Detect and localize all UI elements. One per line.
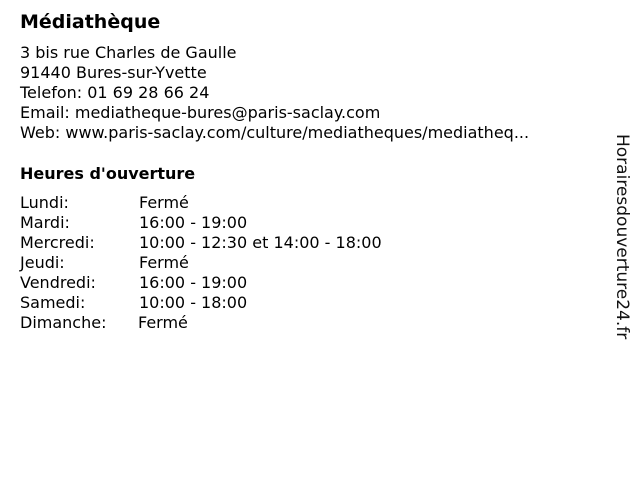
day-label: Jeudi: (20, 253, 65, 272)
day-label: Mardi: (20, 213, 70, 232)
hours-heading: Heures d'ouverture (20, 164, 196, 183)
email-line: Email: mediatheque-bures@paris-saclay.com (20, 103, 381, 122)
web-line: Web: www.paris-saclay.com/culture/mediatheques/mediatheq... (20, 123, 530, 142)
page-title: Médiathèque (20, 11, 161, 33)
day-label: Mercredi: (20, 233, 95, 252)
day-hours: 16:00 - 19:00 (139, 213, 248, 232)
address-city: 91440 Bures-sur-Yvette (20, 63, 207, 82)
day-hours: Fermé (139, 253, 189, 272)
day-label: Lundi: (20, 193, 69, 212)
day-hours: Fermé (138, 313, 188, 332)
address-block (20, 43, 529, 143)
day-label: Vendredi: (20, 273, 96, 292)
day-hours: Fermé (139, 193, 189, 212)
day-label: Samedi: (20, 293, 86, 312)
site-watermark: Horairesdouverture24.fr (612, 134, 632, 340)
phone-line: Telefon: 01 69 28 66 24 (20, 83, 210, 102)
day-hours: 10:00 - 12:30 et 14:00 - 18:00 (139, 233, 382, 252)
day-label: Dimanche: (20, 313, 107, 332)
day-hours: 10:00 - 18:00 (139, 293, 248, 312)
day-hours: 16:00 - 19:00 (139, 273, 248, 292)
address-street: 3 bis rue Charles de Gaulle (20, 43, 237, 62)
